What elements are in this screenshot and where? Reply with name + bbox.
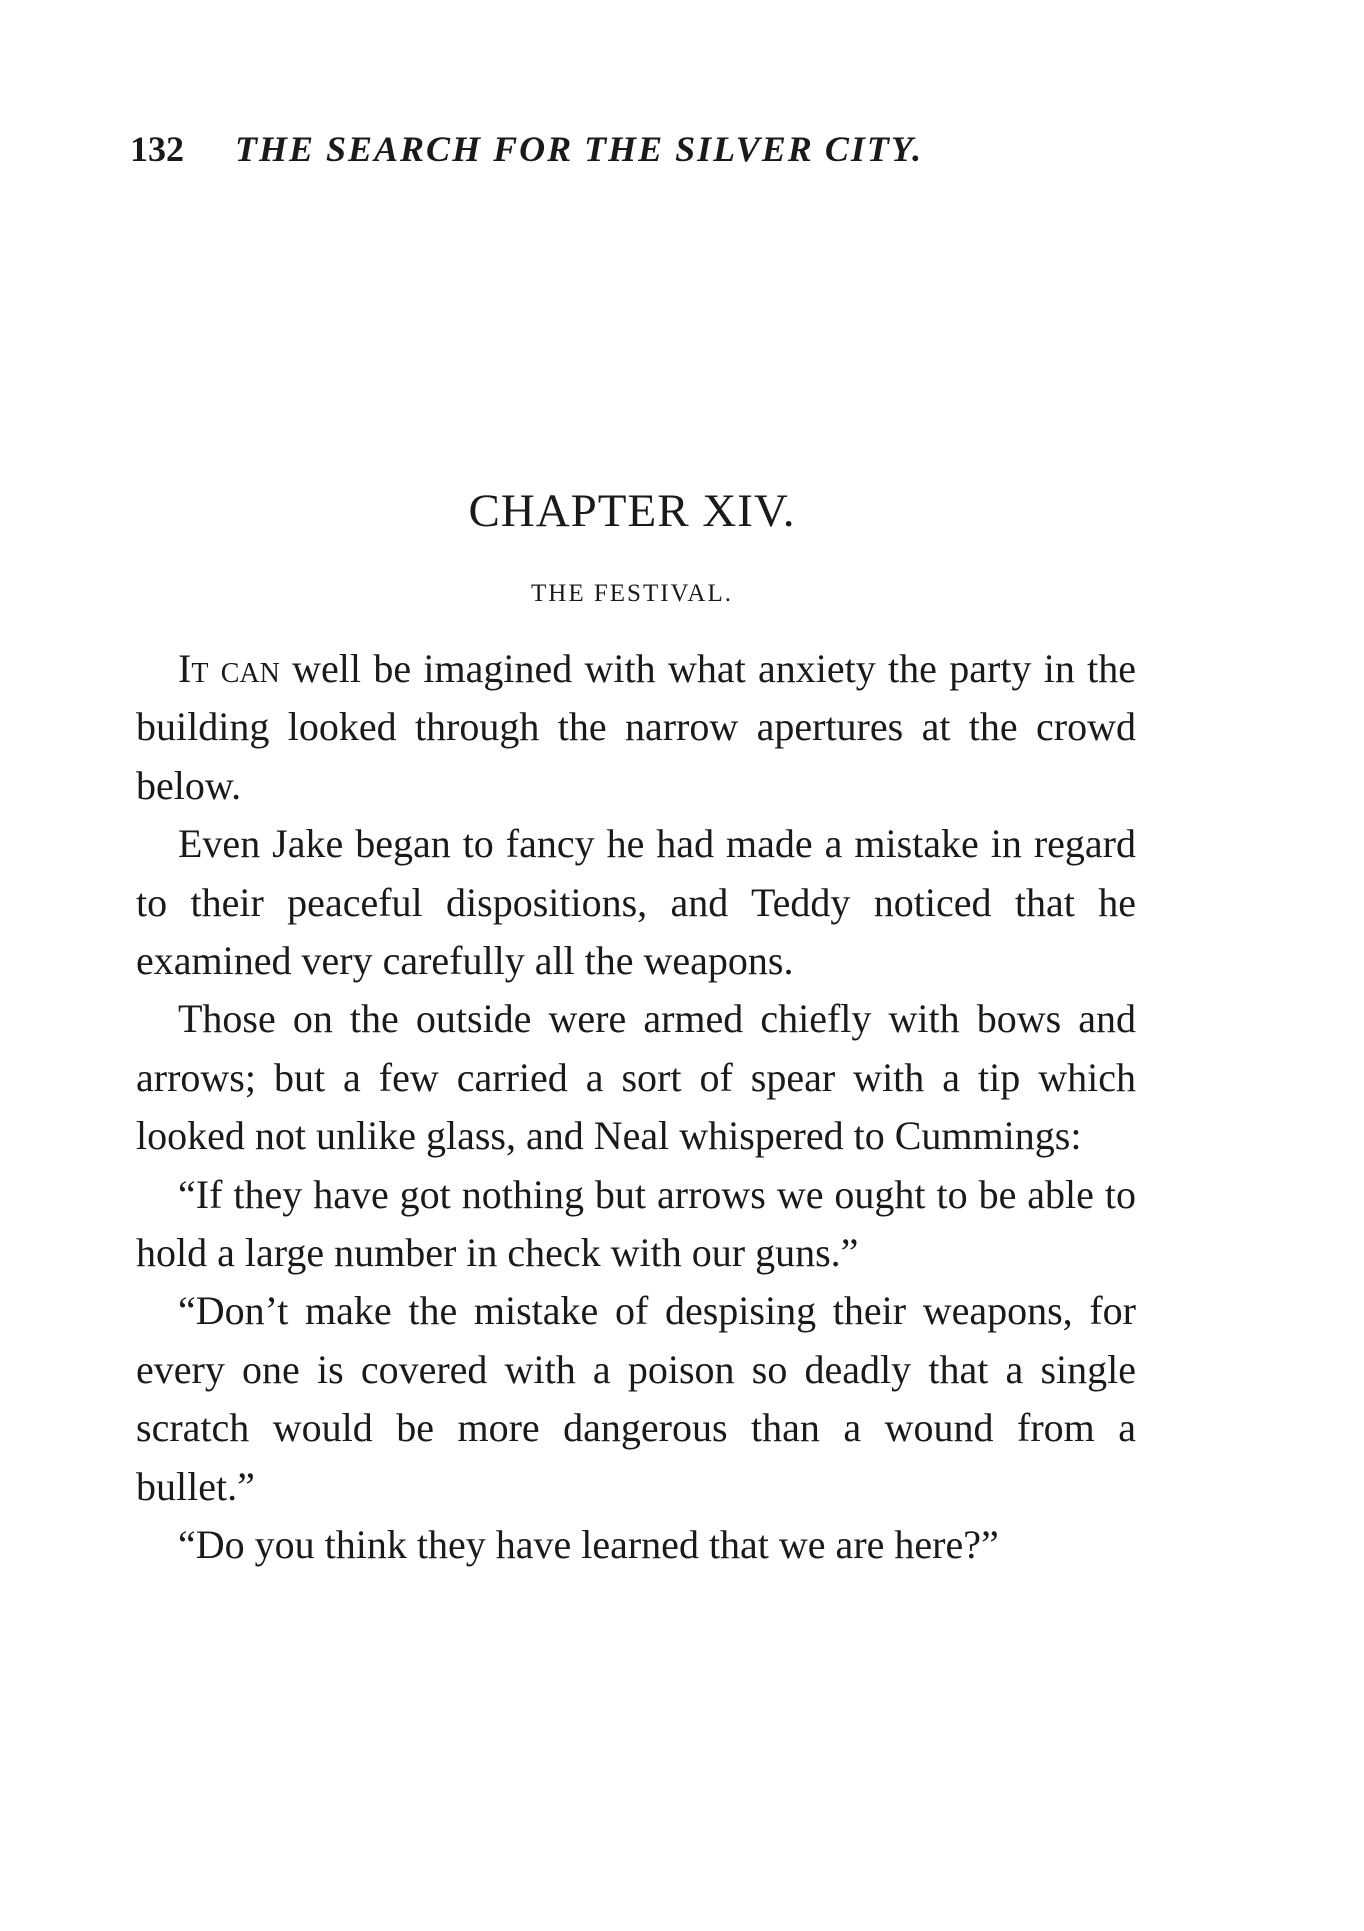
paragraph-1-text: well be imagined with what anxiety the party in the building looked through the narrow apertures at the crowd below.	[136, 646, 1137, 808]
paragraph-6: “Do you think they have learned that we are here?”	[178, 1522, 999, 1568]
paragraph-5: “Don’t make the mistake of despising their weapons, for every one is covered with a poison so deadly that a single scratch would be more dangerous than a wound from a bullet.”	[136, 1288, 1136, 1509]
paragraph-3: Those on the outside were armed chiefly with bows and arrows; but a few carried a sort of spear with a tip which looked not unlike glass, and Neal whispered to Cummings:	[136, 996, 1136, 1159]
page-number: 132	[130, 129, 184, 169]
paragraph-1	[136, 640, 1136, 815]
paragraph-1-lead: It can	[178, 646, 280, 691]
paragraph-4: “If they have got nothing but arrows we ought to be able to hold a large number in check with our guns.”	[136, 1171, 1136, 1276]
running-head	[130, 128, 1130, 170]
chapter-title: CHAPTER XIV.	[468, 485, 796, 537]
running-title: THE SEARCH FOR THE SILVER CITY.	[235, 129, 924, 169]
chapter-subtitle: THE FESTIVAL.	[531, 580, 733, 607]
body-text	[136, 640, 1136, 1575]
paragraph-2: Even Jake began to fancy he had made a mistake in regard to their peaceful dispositions, and Teddy noticed that he examined very carefully all the weapons.	[136, 821, 1136, 984]
